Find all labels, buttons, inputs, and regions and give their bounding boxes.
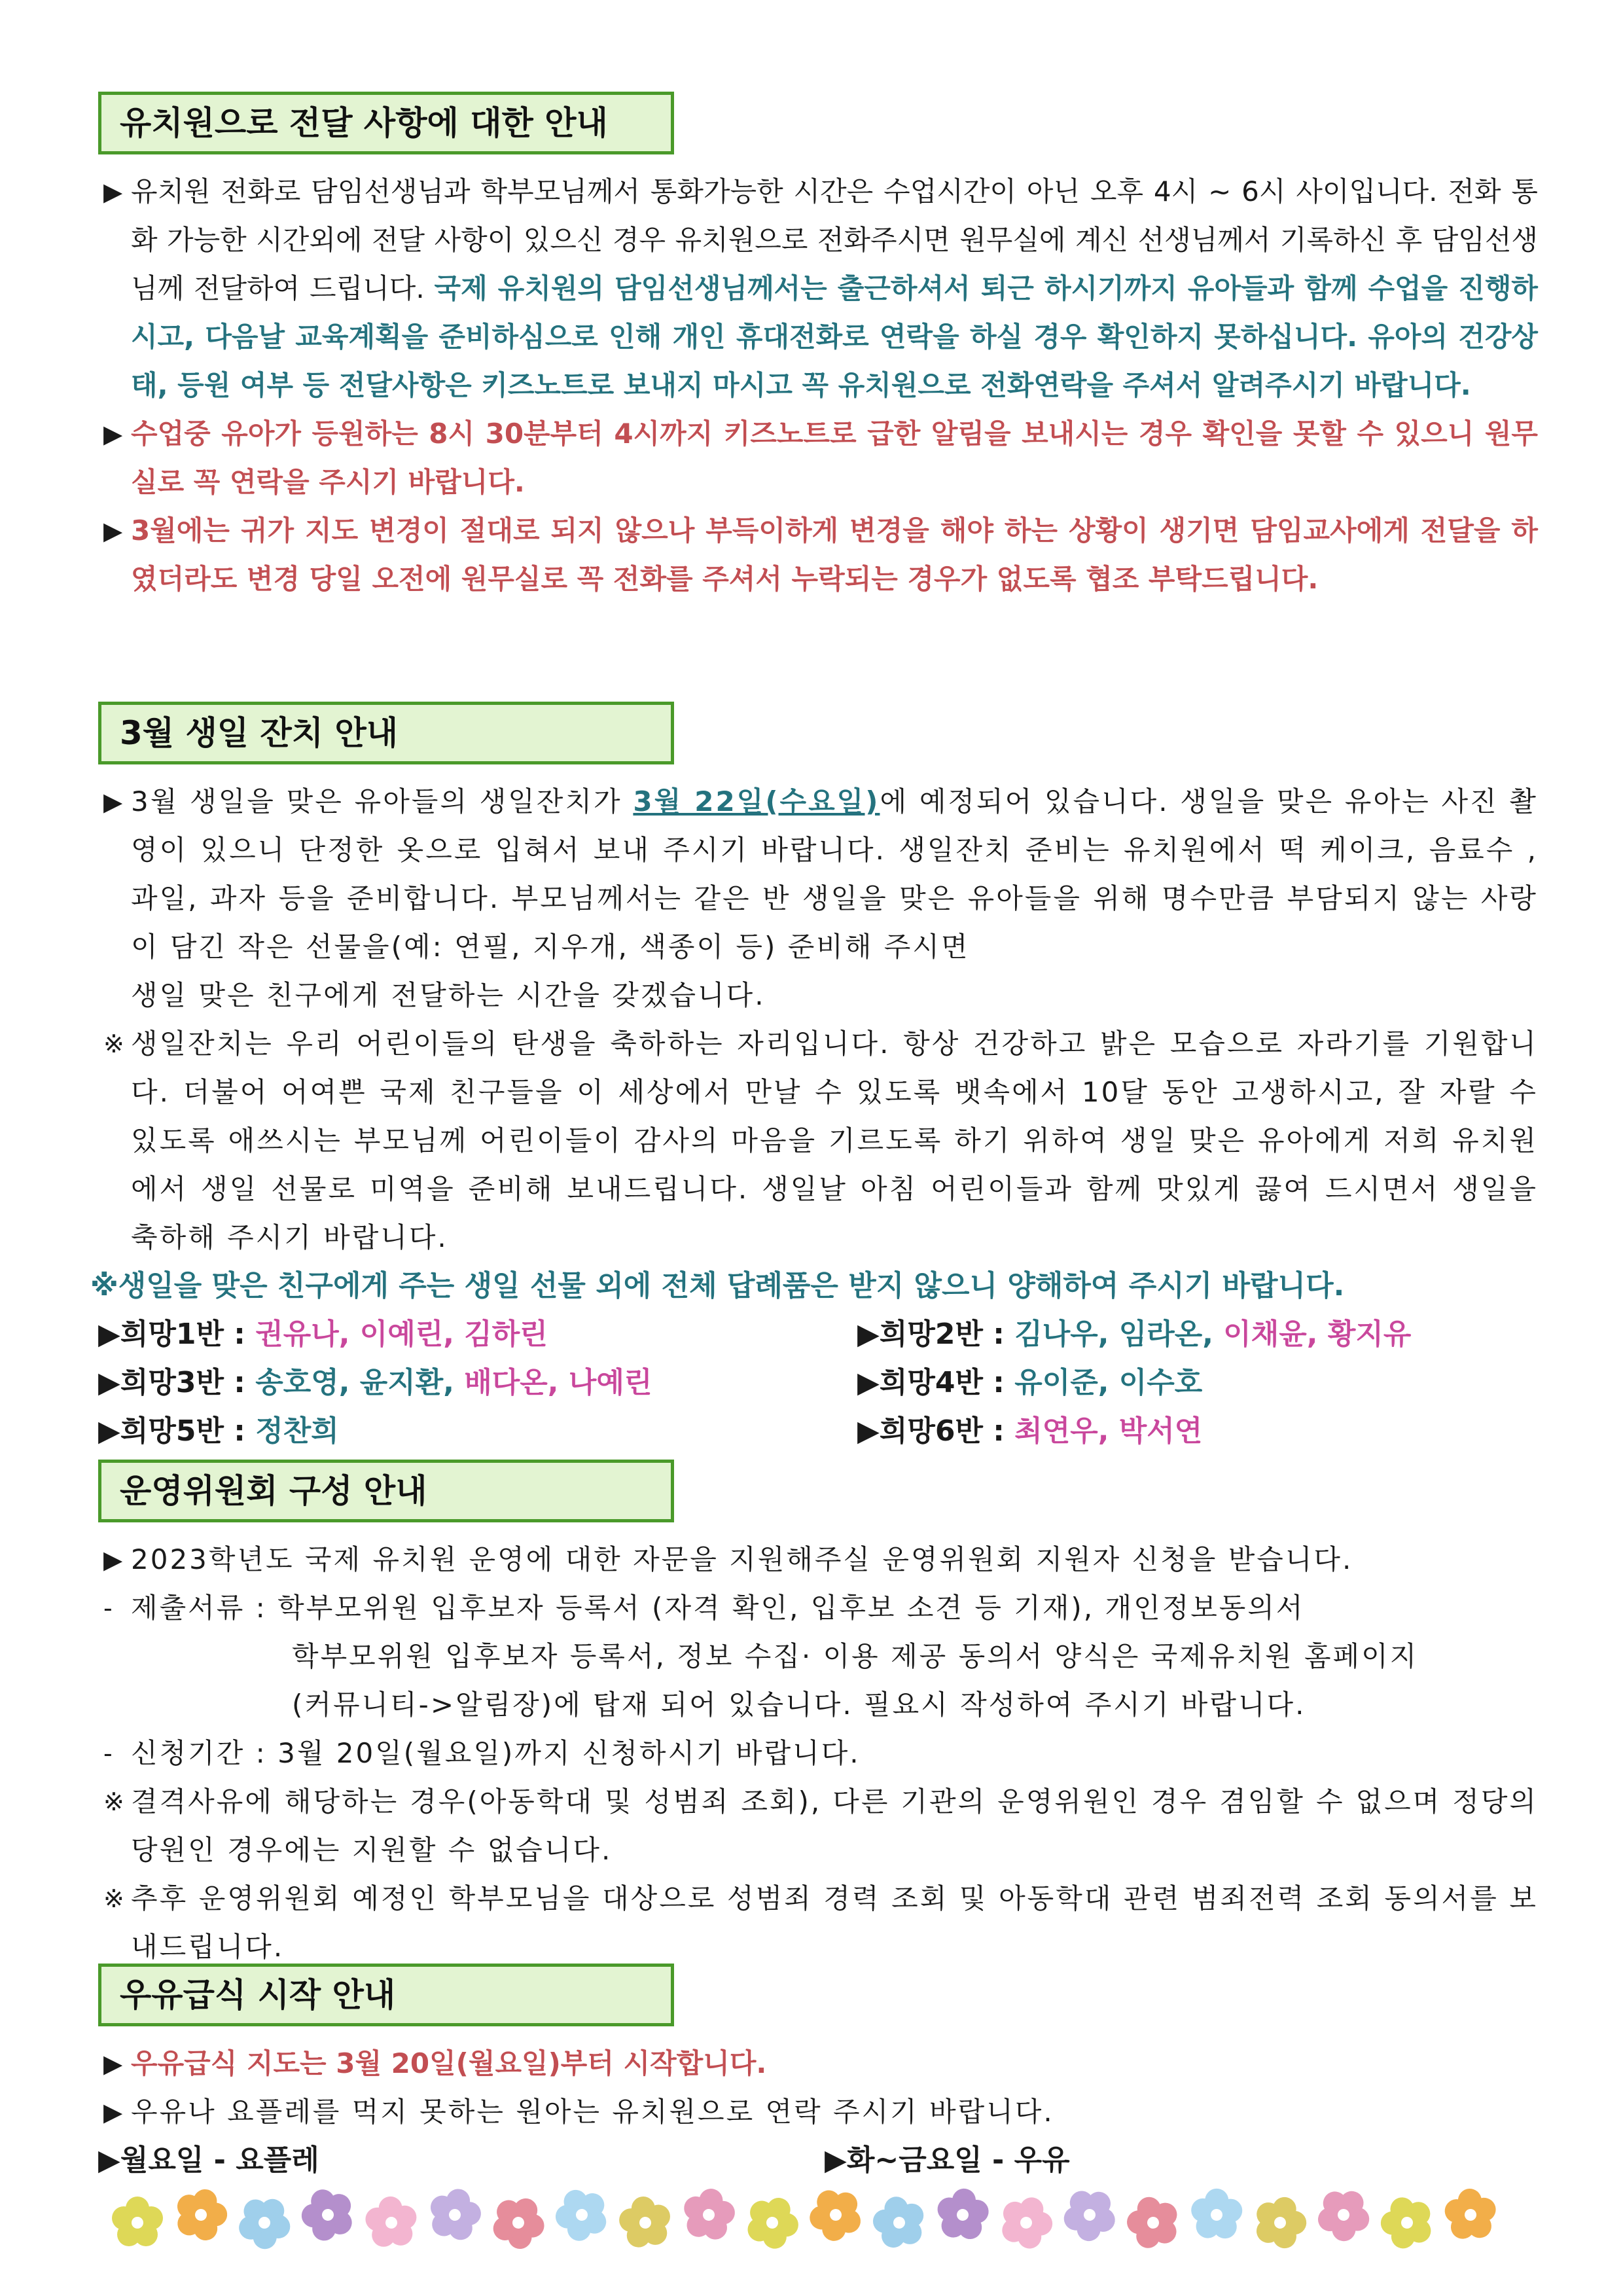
arrow-marker: ▶: [103, 1545, 125, 1574]
milk-section: [98, 1964, 1538, 2185]
committee-note-1: ※ 결격사유에 해당하는 경우(아동학대 및 성범죄 조회), 다른 기관의 운영위원인 경우 겸임할 수 없으며 정당의 당원인 경우에는 지원할 수 없습니다.: [98, 1778, 1538, 1874]
milk-paragraph-2: ▶ 우유나 요플레를 먹지 못하는 원아는 유치원으로 연락 주시기 바랍니다.: [98, 2088, 1538, 2136]
flower-icon: [490, 2193, 550, 2253]
flower-icon: [1058, 2184, 1119, 2246]
committee-note-2: ※ 추후 운영위원회 예정인 학부모님을 대상으로 성범죄 경력 조회 및 아동학대 관련 범죄전력 조회 동의서를 보내드립니다.: [98, 1874, 1538, 1971]
flower-icon: [611, 2188, 682, 2255]
flower-icon: [990, 2189, 1060, 2255]
class-row-2: [98, 1359, 1538, 1407]
flower-icon: [1244, 2187, 1314, 2255]
contact-paragraph-2: ▶ 수업중 유아가 등원하는 8시 30분부터 4시까지 키즈노트로 급한 알림을 보내시는 경우 확인을 못할 수 있으니 원무실로 꼭 연락을 주시기 바랍니다.: [98, 410, 1538, 507]
flower-border-decoration: [111, 2183, 1512, 2255]
note-marker: ※: [103, 1884, 126, 1913]
contact-paragraph-3: ▶ 3월에는 귀가 지도 변경이 절대로 되지 않으나 부득이하게 변경을 해야 하는 상황이 생기면 담임교사에게 전달을 하였더라도 변경 당일 오전에 원무실로 꼭 전화를 주셔서 누락되는 경우가 없도록 협조 부탁드립니다.: [98, 507, 1538, 603]
arrow-marker: ▶: [103, 177, 123, 206]
class-1: ▶희망1반 : 권유나, 이예린, 김하린: [98, 1318, 548, 1351]
committee-period: - 신청기간 : 3월 20일(월요일)까지 신청하시기 바랍니다.: [103, 1737, 861, 1769]
flower-icon: [429, 2187, 484, 2242]
birthday-section-title: 3월 생일 잔치 안내: [98, 702, 674, 764]
note-marker: ※: [103, 1030, 126, 1058]
flower-icon: [360, 2189, 425, 2255]
arrow-marker: ▶: [103, 2049, 123, 2078]
class-row-3: [98, 1407, 1538, 1456]
flower-icon: [169, 2183, 233, 2245]
milk-section-title: 우유급식 시작 안내: [98, 1964, 674, 2026]
flower-icon: [926, 2183, 997, 2251]
flower-icon: [230, 2187, 300, 2255]
birthday-date: 3월 22일(수요일): [633, 785, 880, 817]
flower-icon: [1126, 2197, 1178, 2250]
class-row-1: [98, 1310, 1538, 1359]
birthday-section: [90, 702, 1539, 1456]
birthday-paragraph-1: ▶ 3월 생일을 맞은 유아들의 생일잔치가 3월 22일(수요일)에 예정되어 있습니다. 생일을 맞은 유아는 사진 촬영이 있으니 단정한 옷으로 입혀서 보내 주시기 바랍니다. 생일잔치 준비는 유치원에서 떡 케이크, 음료수 ,과일, 과자 등을 준비합니다. 부모님께서는 같은 반 생일을 맞은 유아들을 위해 명수만큼 부담되지 않는 사랑이 담긴 작은 선물을(예: 연필, 지우개, 색종이 등) 준비해 주시면: [98, 778, 1538, 971]
committee-section: [98, 1460, 1538, 1971]
flower-icon: [1444, 2187, 1497, 2240]
flower-icon: [1183, 2183, 1247, 2247]
flower-icon: [1374, 2189, 1439, 2253]
committee-section-title: 운영위원회 구성 안내: [98, 1460, 674, 1522]
contact-section: [98, 92, 1538, 603]
flower-icon: [549, 2183, 617, 2250]
flower-icon: [1308, 2183, 1378, 2249]
committee-docs: - 제출서류 : 학부모위원 입후보자 등록서 (자격 확인, 입후보 소견 등 기재), 개인정보동의서: [103, 1592, 1305, 1624]
contact-paragraph-1: ▶ 유치원 전화로 담임선생님과 학부모님께서 통화가능한 시간은 수업시간이 아닌 오후 4시 ~ 6시 사이입니다. 전화 통화 가능한 시간외에 전달 사항이 있으신 경우 유치원으로 전화주시면 원무실에 계신 선생님께서 기록하신 후 담임선생님께 전달하여 드립니다. 국제 유치원의 담임선생님께서는 출근하셔서 퇴근 하시기까지 유아들과 함께 수업을 진행하시고, 다음날 교육계획을 준비하심으로 인해 개인 휴대전화로 연락을 하실 경우 확인하지 못하십니다. 유아의 건강상태, 등원 여부 등 전달사항은 키즈노트로 보내지 마시고 꼭 유치원으로 전화연락을 주셔서 알려주시기 바랍니다.: [98, 168, 1538, 410]
class-3: ▶희망3반 : 송호영, 윤지환, 배다온, 나예린: [98, 1366, 652, 1399]
contact-emphasis: 국제 유치원의 담임선생님께서는 출근하셔서 퇴근 하시기까지 유아들과 함께 수업을 진행하시고, 다음날 교육계획을 준비하심으로 인해 개인 휴대전화로 연락을 하실 경우 확인하지 못하십니다. 유아의 건강상태, 등원 여부 등 전달사항은 키즈노트로 보내지 마시고 꼭 유치원으로 전화연락을 주셔서 알려주시기 바랍니다.: [131, 272, 1539, 401]
birthday-gift-notice: ※생일을 맞은 친구에게 주는 생일 선물 외에 전체 답례품은 받지 않으니 양해하여 주시기 바랍니다.: [90, 1269, 1345, 1302]
flower-icon: [112, 2197, 163, 2246]
flower-icon: [743, 2195, 802, 2253]
milk-tue-fri: ▶화~금요일 - 우유: [825, 2144, 1070, 2177]
class-2: ▶희망2반 : 김나우, 임라온, 이채윤, 황지유: [857, 1318, 1412, 1351]
flower-icon: [293, 2183, 364, 2250]
milk-paragraph-1: ▶ 우유급식 지도는 3월 20일(월요일)부터 시작합니다.: [98, 2039, 1538, 2088]
milk-schedule: [98, 2136, 1538, 2185]
note-marker: ※: [103, 1787, 126, 1816]
committee-paragraph-1: ▶ 2023학년도 국제 유치원 운영에 대한 자문을 지원해주실 운영위원회 지원자 신청을 받습니다.: [98, 1535, 1538, 1584]
contact-section-title: 유치원으로 전달 사항에 대한 안내: [98, 92, 674, 154]
arrow-marker: ▶: [103, 516, 123, 545]
committee-docs-line-3: (커뮤니티->알림장)에 탑재 되어 있습니다. 필요시 작성하여 주시기 바랍니다.: [292, 1689, 1306, 1721]
arrow-marker: ▶: [103, 420, 123, 448]
flower-icon: [675, 2183, 743, 2250]
class-6: ▶희망6반 : 최연우, 박서연: [857, 1414, 1203, 1448]
class-5: ▶희망5반 : 정찬희: [98, 1414, 339, 1448]
milk-monday: ▶월요일 - 요플레: [98, 2144, 319, 2177]
arrow-marker: ▶: [103, 787, 125, 816]
flower-icon: [807, 2189, 864, 2244]
committee-docs-line-2: 학부모위원 입후보자 등록서, 정보 수집· 이용 제공 동의서 양식은 국제유치원 홈페이지: [292, 1640, 1419, 1672]
flower-icon: [865, 2191, 932, 2255]
class-4: ▶희망4반 : 유이준, 이수호: [857, 1366, 1203, 1399]
birthday-paragraph-2: ※ 생일잔치는 우리 어린이들의 탄생을 축하하는 자리입니다. 항상 건강하고 밝은 모습으로 자라기를 기원합니다. 더불어 어여쁜 국제 친구들을 이 세상에서 만날 수 있도록 뱃속에서 10달 동안 고생하시고, 잘 자랄 수 있도록 애쓰시는 부모님께 어린이들이 감사의 마음을 기르도록 하기 위하여 생일 맞은 유아에게 저희 유치원에서 생일 선물로 미역을 준비해 보내드립니다. 생일날 아침 어린이들과 함께 맛있게 끓여 드시면서 생일을 축하해 주시기 바랍니다.: [98, 1020, 1538, 1262]
birthday-paragraph-1-end: 생일 맞은 친구에게 전달하는 시간을 갖겠습니다.: [131, 979, 766, 1011]
arrow-marker: ▶: [103, 2098, 125, 2126]
